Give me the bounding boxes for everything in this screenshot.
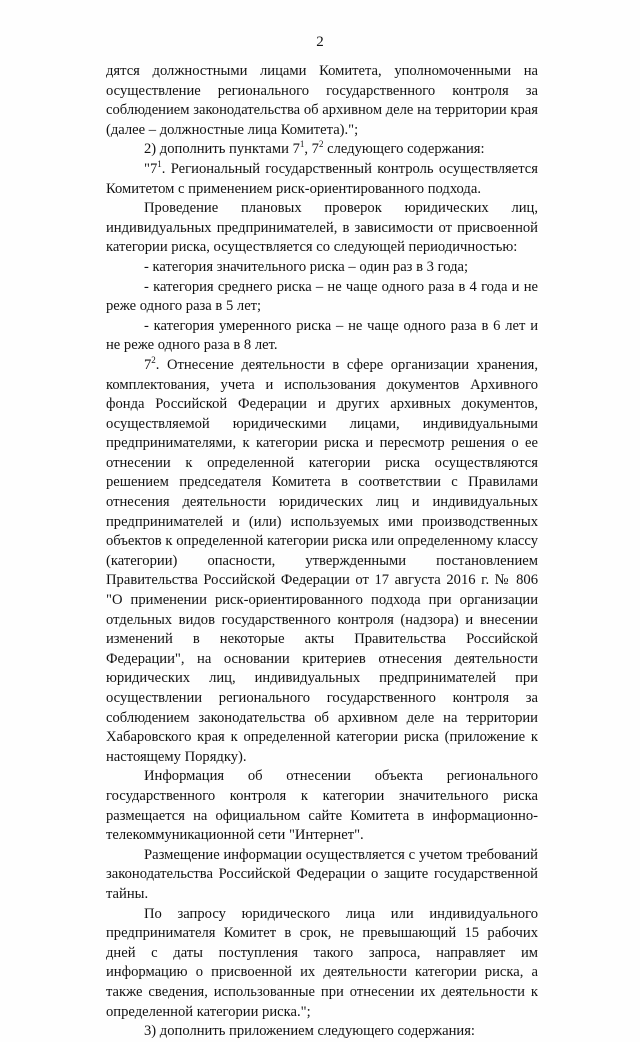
paragraph-9: Информация об отнесении объекта регионального государственного контроля к категории значительного риска размещается на официальном сайте Комитета в информационно-телекоммуникационной сети "Интернет". bbox=[106, 768, 538, 844]
list-item-moderate-risk: - категория умеренного риска – не чаще одного раза в 6 лет и не реже одного раза в 8 лет. bbox=[106, 317, 538, 354]
paragraph-2-text-c: следующего содержания: bbox=[323, 141, 485, 158]
paragraph-3 bbox=[106, 160, 538, 199]
paragraph-12: 3) дополнить приложением следующего содержания: bbox=[144, 1023, 475, 1040]
superscript: 1 bbox=[299, 139, 305, 150]
paragraph-2-text-b: , 7 bbox=[304, 141, 319, 158]
superscript: 2 bbox=[318, 139, 324, 150]
document-body bbox=[106, 62, 538, 1042]
paragraph-3-text-b: . Региональный государственный контроль осуществляется Комитетом с применением риск-ориентированного подхода. bbox=[106, 160, 538, 197]
paragraph-10: Размещение информации осуществляется с учетом требований законодательства Российской Федерации о защите государственной тайны. bbox=[106, 846, 538, 902]
paragraph-2-text-a: 2) дополнить пунктами 7 bbox=[144, 141, 300, 158]
paragraph-4: Проведение плановых проверок юридических лиц, индивидуальных предпринимателей, в зависимости от присвоенной категории риска, осуществляется со следующей периодичностью: bbox=[106, 200, 538, 256]
paragraph-11: По запросу юридического лица или индивидуального предпринимателя Комитет в срок, не превышающий 15 рабочих дней с даты поступления такого запроса, направляет им информацию о присвоенной их деятельности категории риска, а также сведения, использованные при отнесении их деятельности к определенной категории риска."; bbox=[106, 905, 538, 1020]
paragraph-8-text-a: 7 bbox=[144, 356, 152, 373]
list-item-medium-risk: - категория среднего риска – не чаще одного раза в 4 года и не реже одного раза в 5 лет; bbox=[106, 278, 538, 315]
paragraph-8-text-b: . Отнесение деятельности в сфере организации хранения, комплектования, учета и использования документов Архивного фонда Российской Федерации и других архивных документов, осуществляемой юридическими лицами, индивидуальными предпринимателями, к категории риска и пересмотр решения о ее отнесении к определенной категории риска осуществляются решением председателя Комитета в соответствии с Правилами отнесения деятельности юридических лиц и индивидуальных предпринимателей и (или) используемых ими производственных объектов к определенной категории риска или определенному классу (категории) опасности, утвержденными постановлением Правительства Российской Федерации от 17 августа 2016 г. № 806 "О применении риск-ориентированного подхода при организации отдельных видов государственного контроля (надзора) и внесении изменений в некоторые акты Правительства Российской Федерации", на основании критериев отнесения деятельности юридических лиц, индивидуальных предпринимателей при осуществлении регионального государственного контроля за соблюдением законодательства об архивном деле на территории Хабаровского края к определенной категории риска (приложение к настоящему Порядку). bbox=[106, 356, 538, 765]
paragraph-3-text-a: "7 bbox=[144, 160, 158, 177]
paragraph-2 bbox=[106, 140, 538, 160]
superscript: 1 bbox=[157, 159, 162, 170]
paragraph-8 bbox=[106, 356, 538, 767]
page-number: 2 bbox=[316, 34, 324, 50]
superscript: 2 bbox=[151, 355, 156, 366]
list-item-significant-risk: - категория значительного риска – один раз в 3 года; bbox=[144, 258, 469, 275]
paragraph-1: дятся должностными лицами Комитета, уполномоченными на осуществление регионального государственного контроля за соблюдением законодательства об архивном деле на территории края (далее – должностные лица Комитета)."; bbox=[106, 63, 538, 138]
